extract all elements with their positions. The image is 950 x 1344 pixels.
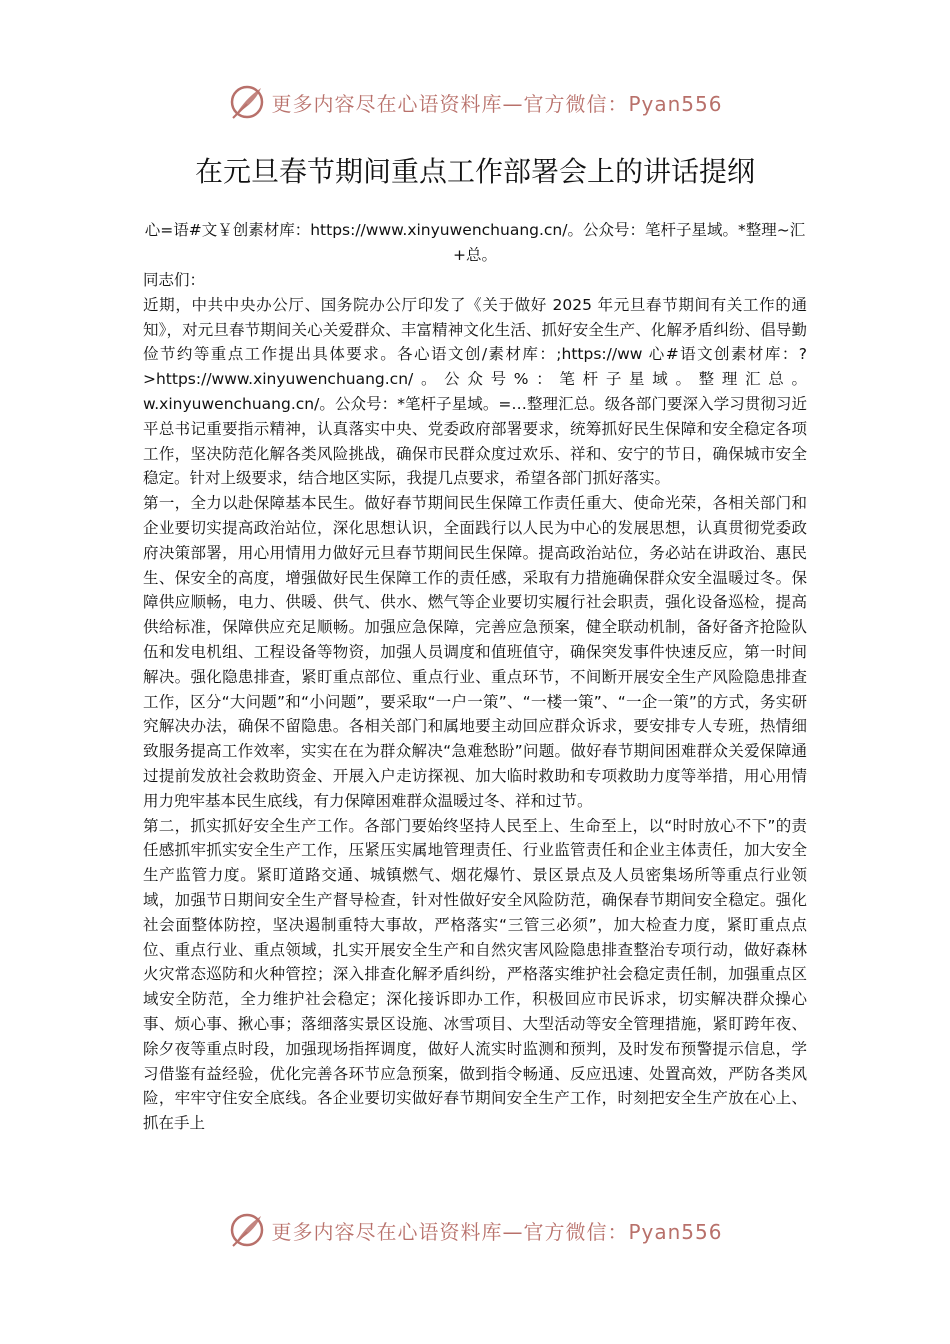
feather-logo-icon bbox=[227, 82, 267, 122]
feather-logo-icon bbox=[227, 1210, 267, 1250]
watermark-bottom bbox=[0, 1210, 950, 1250]
document-title: 在元旦春节期间重点工作部署会上的讲话提纲 bbox=[194, 155, 755, 188]
paragraph-intro: 近期，中共中央办公厅、国务院办公厅印发了《关于做好 2025 年元旦春节期间有关工作的通知》，对元旦春节期间关心关爱群众、丰富精神文化生活、抓好安全生产、化解矛盾纠纷、倡导勤俭节约等重点工作提出具体要求。各心语文创/素材库：;https://ww 心#语文创素材库：?>https://www.xinyuwenchuang.cn/。公众号%：笔杆子星域。整理汇总。w.xinyuwenchuang.cn/。公众号：*笔杆子星域。=…整理汇总。级各部门要深入学习贯彻习近平总书记重要指示精神，认真落实中央、党委政府部署要求，统筹抓好民生保障和安全稳定各项工作，坚决防范化解各类风险挑战，确保市民群众度过欢乐、祥和、安宁的节日，确保城市安全稳定。针对上级要求，结合地区实际，我提几点要求，希望各部门抓好落实。 bbox=[143, 295, 807, 488]
salutation: 同志们： bbox=[143, 271, 206, 289]
watermark-text: 更多内容尽在心语资料库—官方微信：Pyan556 bbox=[271, 1219, 723, 1244]
paragraph-second: 第二，抓实抓好安全生产工作。各部门要始终坚持人民至上、生命至上，以“时时放心不下”的责任感抓牢抓实安全生产工作，压紧压实属地管理责任、行业监管责任和企业主体责任，加大安全生产监管力度。紧盯道路交通、城镇燃气、烟花爆竹、景区景点及人员密集场所等重点行业领域，加强节日期间安全生产督导检查，针对性做好安全风险防范，确保春节期间安全稳定。强化社会面整体防控，坚决遏制重特大事故，严格落实“三管三必须”，加大检查力度，紧盯重点点位、重点行业、重点领域，扎实开展安全生产和自然灾害风险隐患排查整治专项行动，做好森林火灾常态巡防和火种管控；深入排查化解矛盾纠纷，严格落实维护社会稳定责任制，加强重点区域安全防范，全力维护社会稳定；深化接诉即办工作，积极回应市民诉求，切实解决群众操心事、烦心事、揪心事；落细落实景区设施、冰雪项目、大型活动等安全管理措施，紧盯跨年夜、除夕夜等重点时段，加强现场指挥调度，做好人流实时监测和预判，及时发布预警提示信息，学习借鉴有益经验，优化完善各环节应急预案，做到指令畅通、反应迅速、处置高效，严防各类风险，牢牢守住安全底线。各企业要切实做好春节期间安全生产工作，时刻把安全生产放在心上、抓在手上 bbox=[143, 816, 807, 1133]
document-body bbox=[143, 268, 807, 1136]
watermark-top bbox=[0, 82, 950, 122]
source-line: 心=语#文￥创素材库：https://www.xinyuwenchuang.cn/。公众号：笔杆子星域。*整理~汇+总。 bbox=[144, 221, 806, 264]
watermark-text: 更多内容尽在心语资料库—官方微信：Pyan556 bbox=[271, 91, 723, 116]
paragraph-first: 第一，全力以赴保障基本民生。做好春节期间民生保障工作责任重大、使命光荣，各相关部门和企业要切实提高政治站位，深化思想认识，全面践行以人民为中心的发展思想，认真贯彻党委政府决策部署，用心用情用力做好元旦春节期间民生保障。提高政治站位，务必站在讲政治、惠民生、保安全的高度，增强做好民生保障工作的责任感，采取有力措施确保群众安全温暖过冬。保障供应顺畅，电力、供暖、供气、供水、燃气等企业要切实履行社会职责，强化设备巡检，提高供给标准，保障供应充足顺畅。加强应急保障，完善应急预案，健全联动机制，备好备齐抢险队伍和发电机组、工程设备等物资，加强人员调度和值班值守，确保突发事件快速反应，第一时间解决。强化隐患排查，紧盯重点部位、重点行业、重点环节，不间断开展安全生产风险隐患排查工作，区分“大问题”和“小问题”，要采取“一户一策”、“一楼一策”、“一企一策”的方式，务实研究解决办法，确保不留隐患。各相关部门和属地要主动回应群众诉求，要安排专人专班，热情细致服务提高工作效率，实实在在为群众解决“急难愁盼”问题。做好春节期间困难群众关爱保障通过提前发放社会救助资金、开展入户走访探视、加大临时救助和专项救助力度等举措，用心用情用力兜牢基本民生底线，有力保障困难群众温暖过冬、祥和过节。 bbox=[143, 494, 807, 810]
